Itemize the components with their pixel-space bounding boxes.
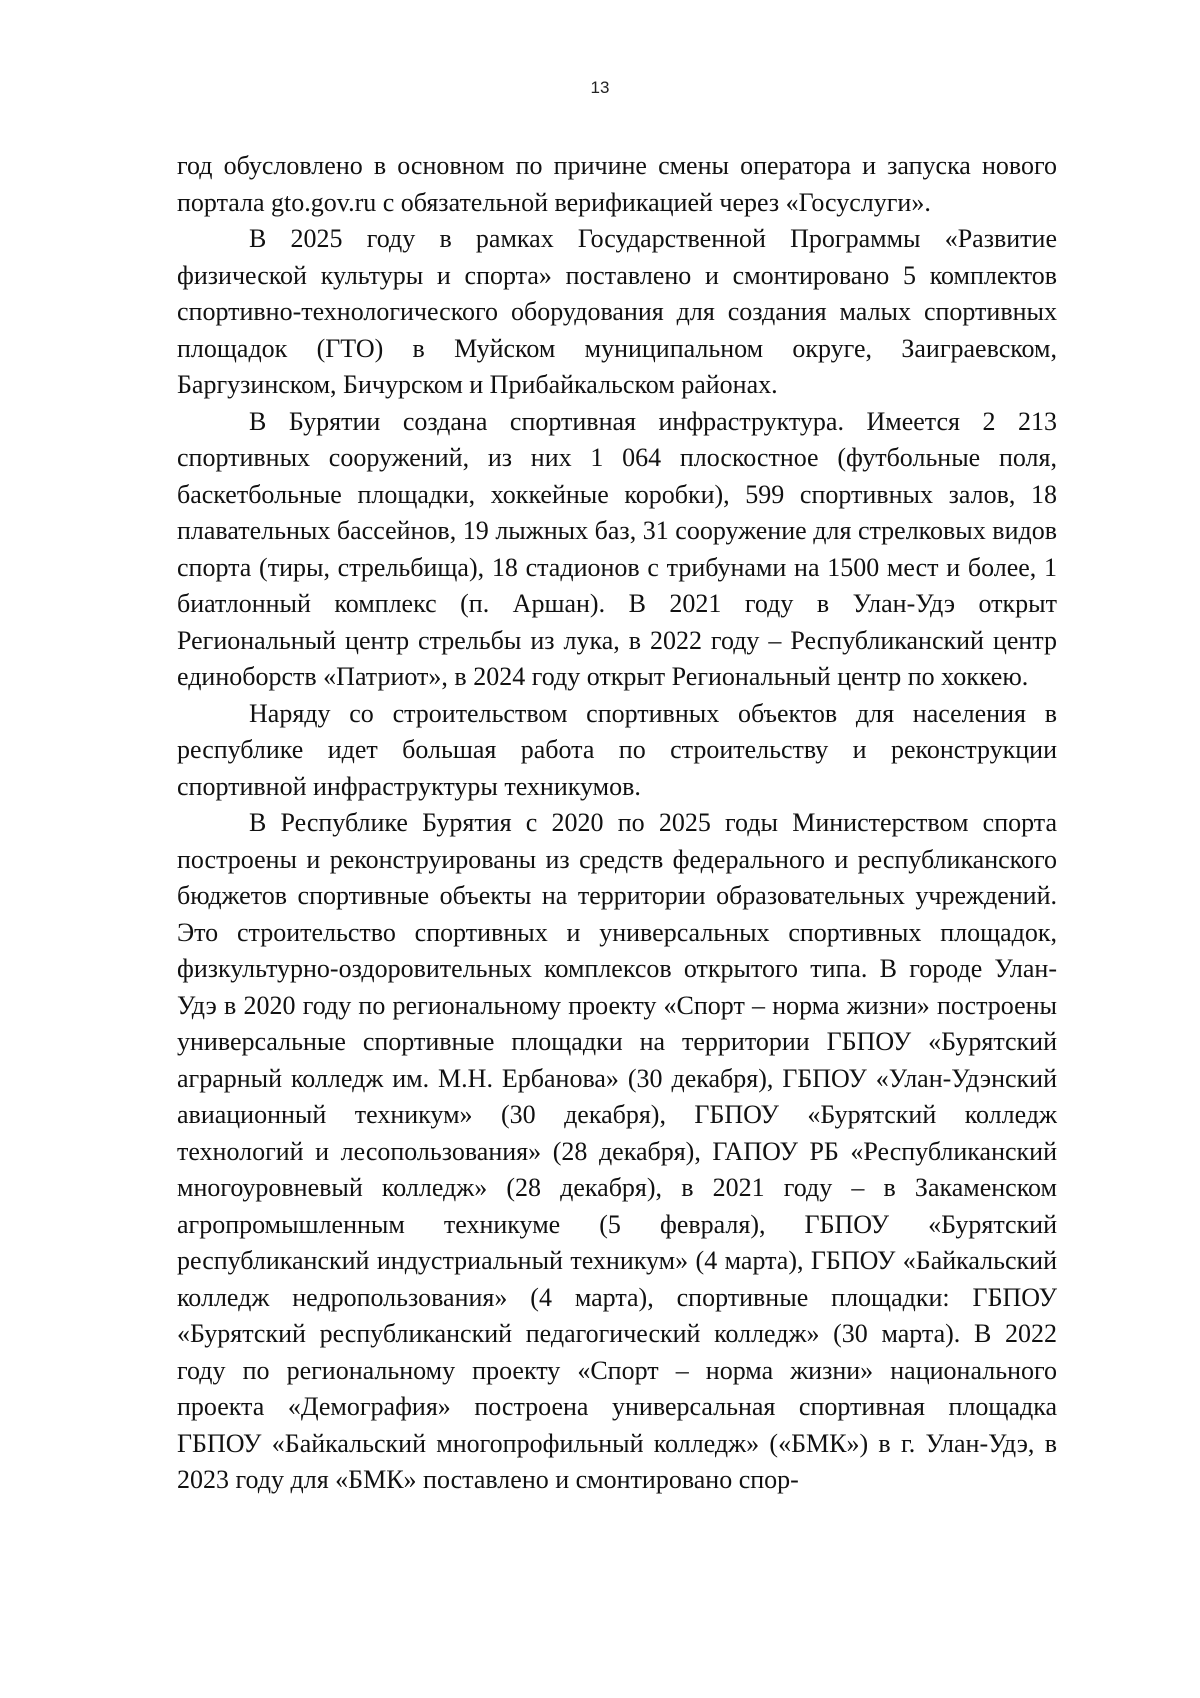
document-body	[177, 148, 1057, 1499]
page-number: 13	[590, 78, 610, 97]
paragraph-technical-schools: Наряду со строительством спортивных объектов для населения в республике идет большая работа по строительству и реконструкции спортивной инфраструктуры техникумов.	[177, 698, 1057, 801]
paragraph-gto-equipment: В 2025 году в рамках Государственной Программы «Развитие физической культуры и спорта» поставлено и смонтировано 5 комплектов спортивно-технологического оборудования для создания малых спортивных площадок (ГТО) в Муйском муниципальном округе, Заиграевском, Баргузинском, Бичурском и Прибайкальском районах.	[177, 224, 1057, 399]
paragraph-construction-2020-2025: В Республике Бурятия с 2020 по 2025 годы Министерством спорта построены и реконструированы из средств федерального и республиканского бюджетов спортивные объекты на территории образовательных учреждений. Это строительство спортивных и универсальных спортивных площадок, физкультурно-оздоровительных комплексов открытого типа. В городе Улан-Удэ в 2020 году по региональному проекту «Спорт – норма жизни» построены универсальные спортивные площадки на территории ГБПОУ «Бурятский аграрный колледж им. М.Н. Ербанова» (30 декабря), ГБПОУ «Улан-Удэнский авиационный техникум» (30 декабря), ГБПОУ «Бурятский колледж технологий и лесопользования» (28 декабря), ГАПОУ РБ «Республиканский многоуровневый колледж» (28 декабря), в 2021 году – в Закаменском агропромышленным техникуме (5 февраля), ГБПОУ «Бурятский республиканский индустриальный техникум» (4 марта), ГБПОУ «Байкальский колледж недропользования» (4 марта), спортивные площадки: ГБПОУ «Бурятский республиканский педагогический колледж» (30 марта). В 2022 году по региональному проекту «Спорт – норма жизни» национального проекта «Демография» построена универсальная спортивная площадка ГБПОУ «Байкальский многопрофильный колледж» («БМК») в г. Улан-Удэ, в 2023 году для «БМК» поставлено и смонтировано спор-	[177, 808, 1057, 1494]
paragraph-sports-infrastructure: В Бурятии создана спортивная инфраструктура. Имеется 2 213 спортивных сооружений, из них 1 064 плоскостное (футбольные поля, баскетбольные площадки, хоккейные коробки), 599 спортивных залов, 18 плавательных бассейнов, 19 лыжных баз, 31 сооружение для стрелковых видов спорта (тиры, стрельбища), 18 стадионов с трибунами на 1500 мест и более, 1 биатлонный комплекс (п. Аршан). В 2021 году в Улан-Удэ открыт Региональный центр стрельбы из лука, в 2022 году – Республиканский центр единоборств «Патриот», в 2024 году открыт Региональный центр по хоккею.	[177, 406, 1057, 691]
paragraph-continuation: год обусловлено в основном по причине смены оператора и запуска нового портала gto.gov.ru с обязательной верификацией через «Госуслуги».	[177, 151, 1057, 217]
